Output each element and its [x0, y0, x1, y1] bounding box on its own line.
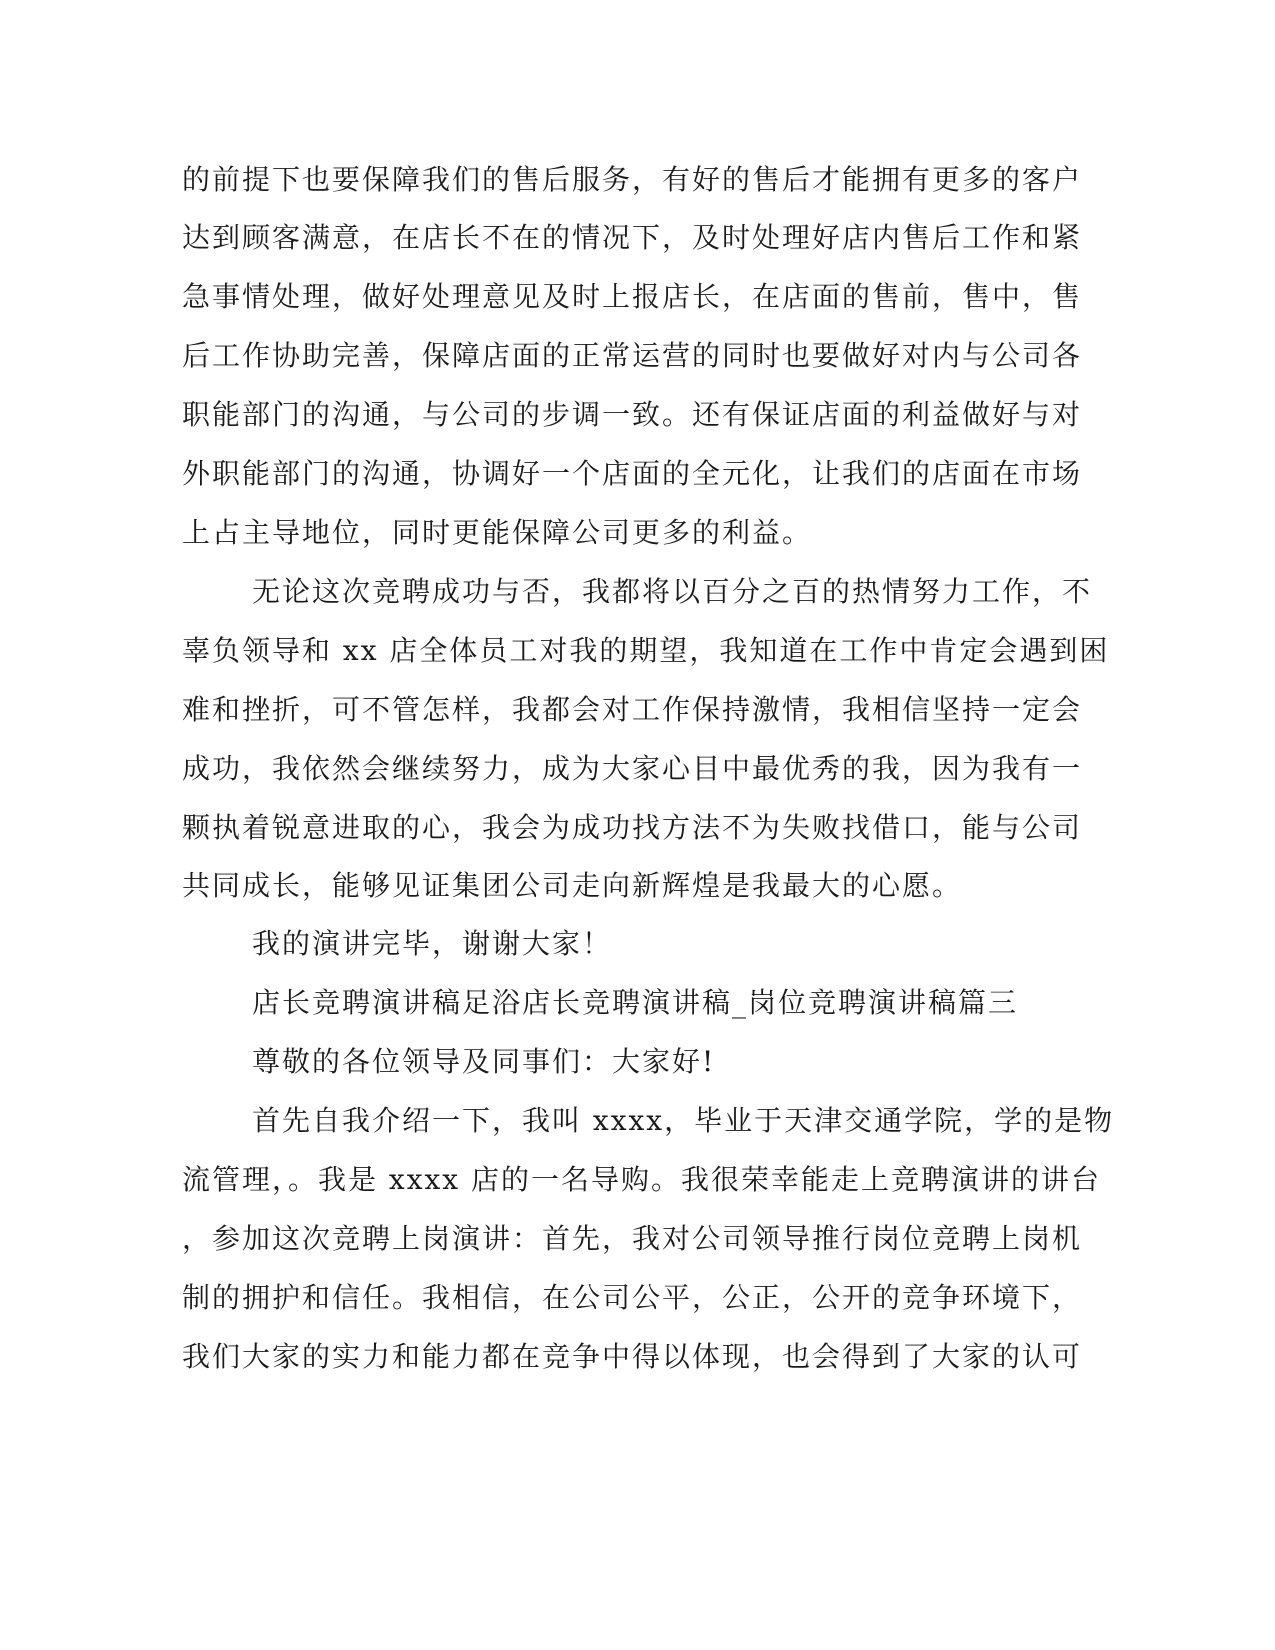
paragraph-first-line: 首先自我介绍一下，我叫 xxxx，毕业于天津交通学院，学的是物 — [252, 1104, 1115, 1137]
paragraph-first-line: 无论这次竞聘成功与否，我都将以百分之百的热情努力工作，不 — [252, 575, 1093, 608]
text-line: 颗执着锐意进取的心，我会为成功找方法不为失败找借口，能与公司 — [182, 811, 1083, 844]
text-line: 共同成长，能够见证集团公司走向新辉煌是我最大的心愿。 — [182, 869, 963, 902]
text-line: 达到顾客满意，在店长不在的情况下，及时处理好店内售后工作和紧 — [182, 221, 1083, 254]
text-line: 制的拥护和信任。我相信，在公司公平，公正，公开的竞争环境下， — [182, 1281, 1083, 1314]
text-line: 成功，我依然会继续努力，成为大家心目中最优秀的我，因为我有一 — [182, 752, 1083, 785]
text-line: 职能部门的沟通，与公司的步调一致。还有保证店面的利益做好与对 — [182, 398, 1083, 431]
text-line: 急事情处理，做好处理意见及时上报店长，在店面的售前，售中，售 — [182, 280, 1083, 313]
text-line: 难和挫折，可不管怎样，我都会对工作保持激情，我相信坚持一定会 — [182, 693, 1083, 726]
text-line: 外职能部门的沟通，协调好一个店面的全元化，让我们的店面在市场 — [182, 457, 1083, 490]
text-line: 辜负领导和 xx 店全体员工对我的期望，我知道在工作中肯定会遇到困 — [182, 634, 1110, 667]
text-line: ，参加这次竞聘上岗演讲：首先，我对公司领导推行岗位竞聘上岗机 — [182, 1222, 1083, 1255]
text-line: 后工作协助完善，保障店面的正常运营的同时也要做好对内与公司各 — [182, 339, 1083, 372]
section-heading: 店长竞聘演讲稿足浴店长竞聘演讲稿_岗位竞聘演讲稿篇三 — [252, 986, 1019, 1019]
text-line: 上占主导地位，同时更能保障公司更多的利益。 — [182, 516, 813, 549]
text-line: 的前提下也要保障我们的售后服务，有好的售后才能拥有更多的客户 — [182, 163, 1083, 196]
text-line: 流管理，。我是 xxxx 店的一名导购。我很荣幸能走上竞聘演讲的讲台 — [182, 1163, 1101, 1196]
closing-line: 我的演讲完毕，谢谢大家！ — [252, 927, 613, 960]
salutation-line: 尊敬的各位领导及同事们：大家好! — [252, 1045, 716, 1078]
text-line: 我们大家的实力和能力都在竞争中得以体现，也会得到了大家的认可 — [182, 1340, 1083, 1373]
